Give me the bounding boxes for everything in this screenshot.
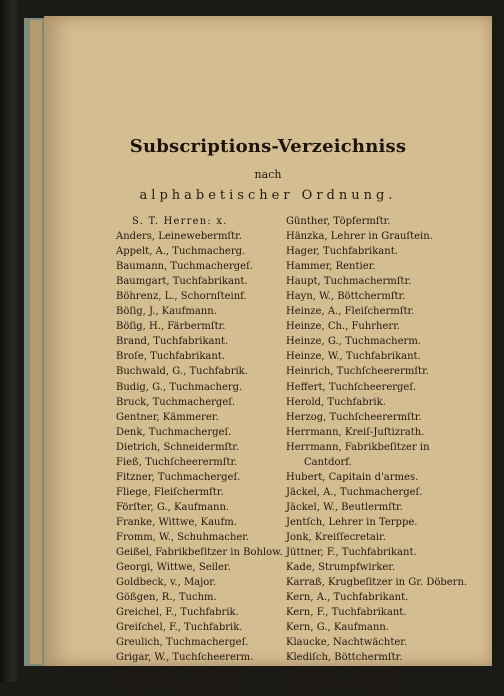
list-item: Hager, Tuchfabrikant. [286,246,398,258]
list-item: Budig, G., Tuchmacherg. [116,381,243,393]
list-item: Hayn, W., Böttchermſtr. [286,291,406,303]
list-item: Karraß, Krugbeſitzer in Gr. Döbern. [286,577,468,589]
page-title: Subscriptions-Verzeichniss [129,136,407,157]
list-item: Baumann, Tuchmachergeſ. [116,261,253,273]
list-item: Haupt, Tuchmachermſtr. [286,276,412,288]
list-item: Jäckel, A., Tuchmachergeſ. [286,486,423,498]
list-item: Denk, Tuchmachergeſ. [116,426,232,438]
list-item: Böſig, H., Färbermſtr. [116,321,226,333]
list-item: Herrmann, Fabrikbeſitzer in [286,441,430,453]
list-item: Dietrich, Schneidermſtr. [116,441,240,453]
list-item: Kern, A., Tuchfabrikant. [286,592,409,604]
list-item: Brand, Tuchfabrikant. [116,336,229,348]
list-item: Hubert, Capitain d'armes. [286,471,419,483]
list-item: Geißel, Fabrikbeſitzer in Bohlow. [116,547,283,559]
book-edge [492,10,504,672]
list-item-continuation: Cantdorf. [304,456,352,468]
list-item: Baumgart, Tuchfabrikant. [116,276,248,288]
list-item: Kern, F., Tuchfabrikant. [286,607,407,619]
list-item: Förſter, G., Kaufmann. [116,501,230,513]
list-item: Greulich, Tuchmachergeſ. [116,637,249,649]
list-item: Bruck, Tuchmachergeſ. [116,396,236,408]
list-item: Gentner, Kämmerer. [116,411,219,423]
list-item: Jentſch, Lehrer in Terppe. [286,516,418,528]
list-item: Heinze, W., Tuchfabrikant. [286,351,421,363]
book-page [44,16,492,694]
list-item: Greichel, F., Tuchfabrik. [116,607,239,619]
list-item: Knofius, W., Tuchfabrik. [286,682,408,694]
list-item: Großpäpſch, Schloſſermſtr. [116,667,253,679]
list-item: Jonk, Kreiſſecretair. [286,531,386,543]
list-item: Anders, Leinewebermſtr. [116,231,243,243]
list-item: Gündel, F., Tuchfabrikant. [116,682,249,694]
list-item: Goldbeck, v., Major. [116,577,217,589]
list-item: Fitzner, Tuchmachergeſ. [116,471,241,483]
list-heading: S. T. Herren: x. [132,216,228,227]
list-item: Fliege, Fleiſchermſtr. [116,486,224,498]
list-item: Heinze, G., Tuchmacherm. [286,336,421,348]
list-item: Fieß, Tuchſcheerermſtr. [116,456,238,468]
list-item: Kliemann, F., Tuchmſtr. [286,667,405,679]
list-item: Greiſchel, F., Tuchfabrik. [116,622,243,634]
list-item: Heffert, Tuchſcheerergeſ. [286,381,417,393]
list-item: Herzog, Tuchſcheerermſtr. [286,411,422,423]
list-item: Appelt, A., Tuchmacherg. [116,246,246,258]
list-item: Herold, Tuchfabrik. [286,396,386,408]
list-item: Grigar, W., Tuchſcheererm. [116,652,254,664]
list-item: Georgi, Wittwe, Seiler. [116,562,231,574]
list-item: Klaucke, Nachtwächter. [286,637,408,649]
list-item: Heinrich, Tuchſcheerermſtr. [286,366,429,378]
list-item: Jäckel, W., Beutlermſtr. [286,501,403,513]
subtitle-order: alphabetischer Ordnung. [139,188,397,203]
right-column [286,214,472,696]
list-item: Heinze, A., Fleiſchermſtr. [286,306,415,318]
list-item: Klediſch, Böttchermſtr. [286,652,403,664]
list-item: Heinze, Ch., Fuhrherr. [286,321,401,333]
list-item: Herrmann, Kreiſ-Juſtizrath. [286,426,425,438]
left-column [116,214,302,696]
page-gutter [30,20,42,664]
list-item: Broſe, Tuchfabrikant. [116,351,225,363]
list-item: Fromm, W., Schuhmacher. [116,531,250,543]
list-item: Jüttner, F., Tuchfabrikant. [286,547,417,559]
subtitle-nach: nach [254,168,282,181]
list-item: Franke, Wittwe, Kaufm. [116,516,237,528]
list-item: Günther, Töpfermſtr. [286,216,391,227]
list-item: Buchwald, G., Tuchfabrik. [116,366,248,378]
list-item: Kern, G., Kaufmann. [286,622,389,634]
list-item: Böhrenz, L., Schornſteinf. [116,291,247,303]
list-item: Hammer, Rentier. [286,261,376,273]
list-item: Hänzka, Lehrer in Grauſtein. [286,231,433,243]
list-item: Gößgen, R., Tuchm. [116,592,217,604]
book-spine [0,0,20,682]
list-item: Böſig, J., Kaufmann. [116,306,217,318]
list-item: Kade, Strumpfwirker. [286,562,396,574]
